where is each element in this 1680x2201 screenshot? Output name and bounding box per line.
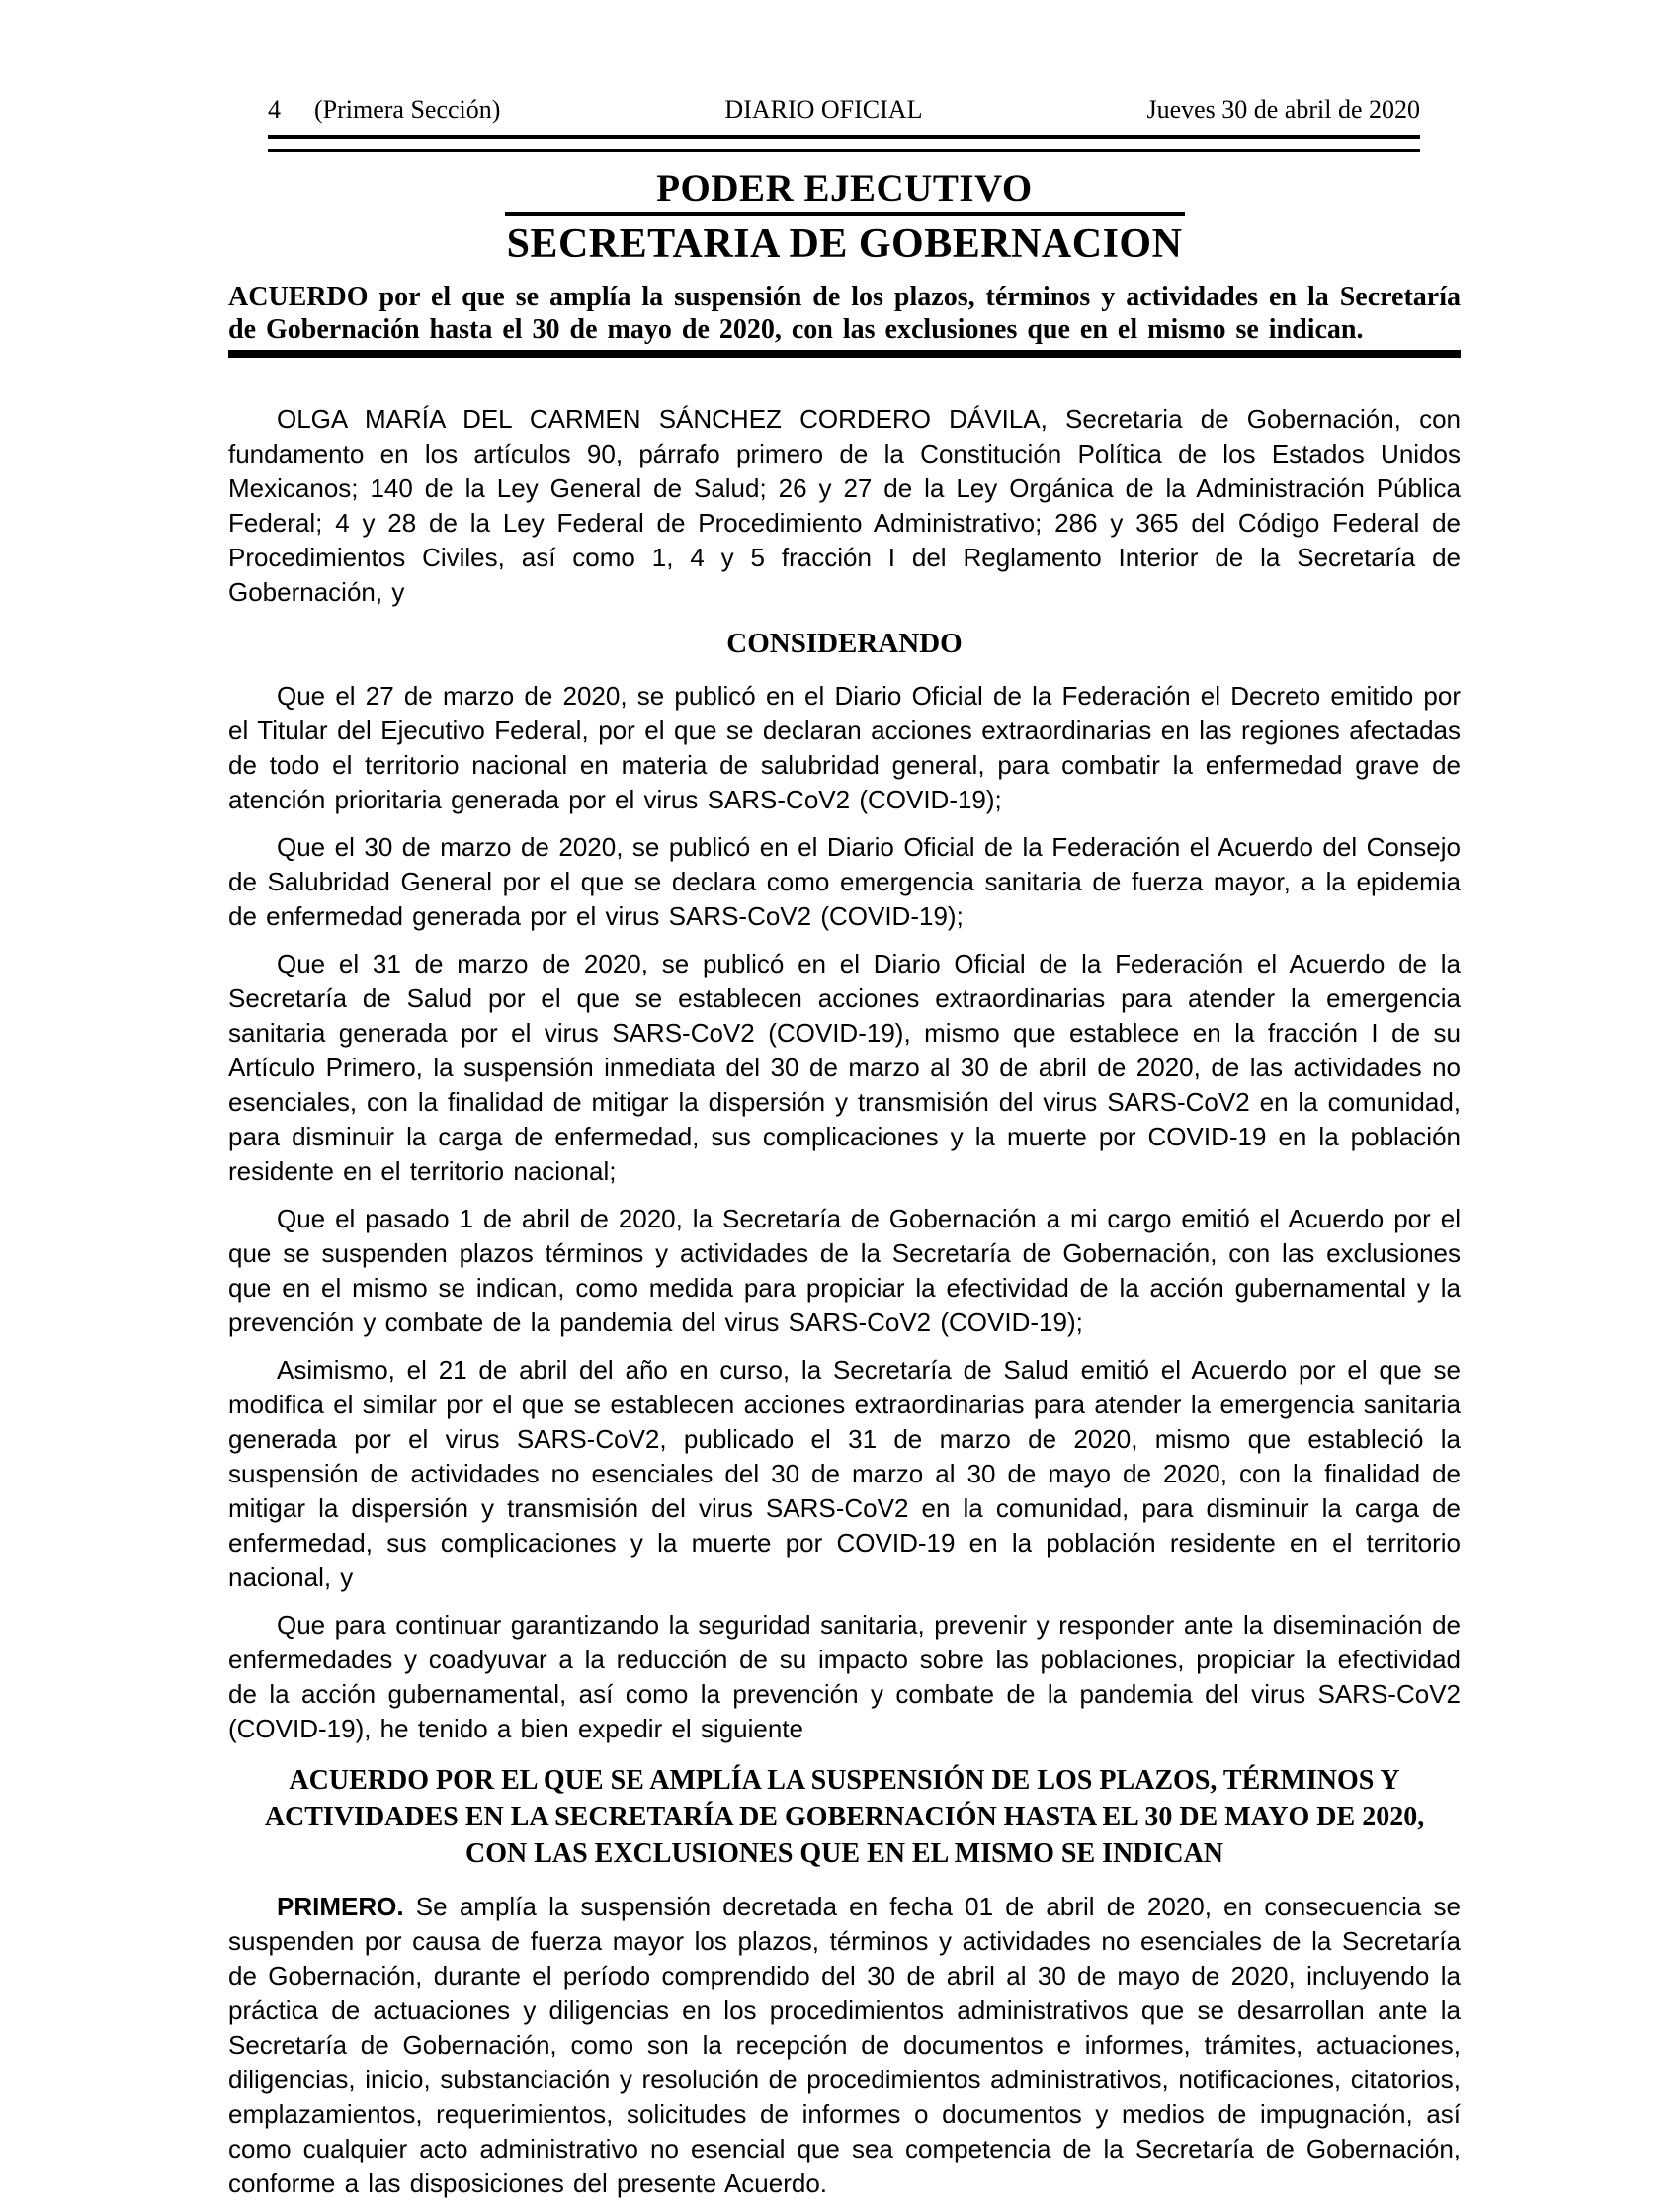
title-poder-ejecutivo: PODER EJECUTIVO	[656, 167, 1033, 210]
issue-date: Jueves 30 de abril de 2020	[1146, 95, 1420, 124]
intro-paragraph: OLGA MARÍA DEL CARMEN SÁNCHEZ CORDERO DÁVILA, Secretaria de Gobernación, con fundamento en los artículos 90, párrafo primero de la Constitución Política de los Estados Unidos Mexicanos; 140 de la Ley General de Salud; 26 y 27 de la Ley Orgánica de la Administración Pública Federal; 4 y 28 de la Ley Federal de Procedimiento Administrativo; 286 y 365 del Código Federal de Procedimientos Civiles, así como 1, 4 y 5 fracción I del Reglamento Interior de la Secretaría de Gobernación, y	[228, 404, 1461, 607]
consideration-paragraph: Que el 30 de marzo de 2020, se publicó en el Diario Oficial de la Federación el Acuerdo del Consejo de Salubridad General por el que se declara como emergencia sanitaria de fuerza mayor, a la epidemia de enfermedad generada por el virus SARS-CoV2 (COVID-19);	[228, 832, 1461, 931]
consideration-paragraph: Que el 27 de marzo de 2020, se publicó en el Diario Oficial de la Federación el Decreto emitido por el Titular del Ejecutivo Federal, por el que se declaran acciones extraordinarias en las regiones afectadas de todo el territorio nacional en materia de salubridad general, para combatir la enfermedad grave de atención prioritaria generada por el virus SARS-CoV2 (COVID-19);	[228, 681, 1461, 814]
consideration-paragraph: Que el 31 de marzo de 2020, se publicó en el Diario Oficial de la Federación el Acuerdo de la Secretaría de Salud por el que se establecen acciones extraordinarias para atender la emergencia sanitaria generada por el virus SARS-CoV2 (COVID-19), mismo que establece en la fracción I de su Artículo Primero, la suspensión inmediata del 30 de marzo al 30 de abril de 2020, de las actividades no esenciales, con la finalidad de mitigar la dispersión y transmisión del virus SARS-CoV2 en la comunidad, para disminuir la carga de enfermedad, sus complicaciones y la muerte por COVID-19 en la población residente en el territorio nacional;	[228, 949, 1461, 1186]
primero-text: Se amplía la suspensión decretada en fecha 01 de abril de 2020, en consecuencia se suspenden por causa de fuerza mayor los plazos, términos y actividades no esenciales de la Secretaría de Gobernación, durante el período comprendido del 30 de abril al 30 de mayo de 2020, incluyendo la práctica de actuaciones y diligencias en los procedimientos administrativos que se desarrollan ante la Secretaría de Gobernación, como son la recepción de documentos e informes, trámites, actuaciones, diligencias, inicio, substanciación y resolución de procedimientos administrativos, notificaciones, citatorios, emplazamientos, requerimientos, solicitudes de informes o documentos y medios de impugnación, así como cualquier acto administrativo no esencial que sea competencia de la Secretaría de Gobernación, conforme a las disposiciones del presente Acuerdo.	[228, 1892, 1461, 2198]
document-body	[228, 402, 1461, 2201]
consideration-paragraph: Asimismo, el 21 de abril del año en curso, la Secretaría de Salud emitió el Acuerdo por el que se modifica el similar por el que se establecen acciones extraordinarias para atender la emergencia sanitaria generada por el virus SARS-CoV2, publicado el 31 de marzo de 2020, mismo que estableció la suspensión de actividades no esenciales del 30 de marzo al 30 de mayo de 2020, con la finalidad de mitigar la dispersión y transmisión del virus SARS-CoV2 en la comunidad, para disminuir la carga de enfermedad, sus complicaciones y la muerte por COVID-19 en la población residente en el territorio nacional, y	[228, 1355, 1461, 1592]
masthead	[268, 95, 1420, 152]
consideration-paragraph: Que el pasado 1 de abril de 2020, la Secretaría de Gobernación a mi cargo emitió el Acuerdo por el que se suspenden plazos términos y actividades de la Secretaría de Gobernación, con las exclusiones que en el mismo se indican, como medida para propiciar la efectividad de la acción gubernamental y la prevención y combate de la pandemia del virus SARS-CoV2 (COVID-19);	[228, 1204, 1461, 1337]
publication-name: DIARIO OFICIAL	[724, 95, 923, 124]
primero-paragraph	[228, 1890, 1461, 2201]
masthead-row	[268, 95, 1420, 125]
page-number: 4	[268, 95, 281, 124]
masthead-double-rule	[268, 135, 1420, 152]
section-label: (Primera Sección)	[314, 95, 501, 124]
primero-label: PRIMERO.	[277, 1892, 404, 1921]
decree-summary: ACUERDO por el que se amplía la suspensión de los plazos, términos y actividades en la Secretaría de Gobernación hasta el 30 de mayo de 2020, con las exclusiones que en el mismo se indican.	[228, 282, 1461, 345]
considerando-heading: CONSIDERANDO	[726, 628, 963, 659]
title-secretaria-gobernacion: SECRETARIA DE GOBERNACION	[506, 221, 1183, 267]
consideration-paragraph: Que para continuar garantizando la seguridad sanitaria, prevenir y responder ante la diseminación de enfermedades y coadyuvar a la reducción de su impacto sobre las poblaciones, propiciar la efectividad de la acción gubernamental, así como la prevención y combate de la pandemia del virus SARS-CoV2 (COVID-19), he tenido a bien expedir el siguiente	[228, 1610, 1461, 1743]
masthead-left	[268, 95, 500, 125]
title-underline	[505, 212, 1185, 216]
agreement-heading: ACUERDO POR EL QUE SE AMPLÍA LA SUSPENSIÓN DE LOS PLAZOS, TÉRMINOS Y ACTIVIDADES EN LA SECRETARÍA DE GOBERNACIÓN HASTA EL 30 DE MAYO DE 2020, CON LAS EXCLUSIONES QUE EN EL MISMO SE INDICAN	[264, 1765, 1425, 1869]
summary-rule	[228, 350, 1461, 358]
